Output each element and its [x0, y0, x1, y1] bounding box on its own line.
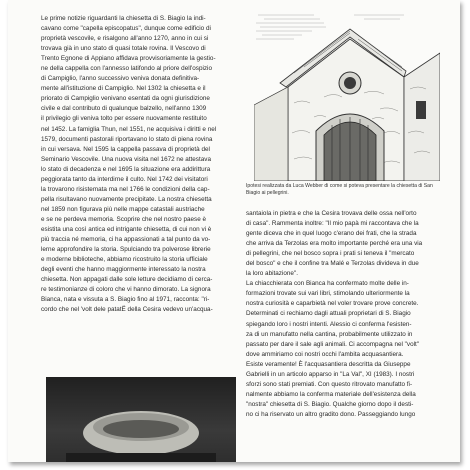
text-line: di pellegrini, che nel bosco sopra i prati si teneva il "mercato: [246, 250, 415, 258]
text-line: La chiacchierata con Bianca ha confermato molte delle in-: [246, 280, 409, 288]
text-line: peggiorata tanto da interdirne il culto. Nel 1742 dei visitatori: [41, 175, 208, 183]
text-line: di casa". Rammenta inoltre: "Il mio papà mi raccontava che la: [246, 220, 419, 228]
left-wall: [254, 87, 288, 181]
text-line: Trento Egnone di Appiano affidava provvisoriamente la gestio-: [41, 55, 216, 63]
text-line: e se ne perdeva memoria. Scoprire che nel nostro paese è: [41, 215, 207, 223]
text-line: no ci ha riservato un altro gradito dono. Passeggiando lungo: [246, 410, 416, 418]
text-line: la loro abitazione".: [246, 270, 298, 278]
book-page: [8, 0, 460, 462]
text-line: civile e dal contributo di qualunque balzello, nell'anno 1309: [41, 105, 207, 113]
church-drawing: [254, 13, 440, 181]
drawing-caption: Ipotesi realizzata da Luca Webber di come si poteva presentare la chiesetta di San Biagio ai pellegrini.: [246, 183, 433, 196]
text-line: mente all'istituzione di Campiglio. Nel 1302 la chiesetta e il: [41, 85, 206, 93]
text-line: più traccia né memoria, ci ha appassionati a tal punto da vo-: [41, 236, 211, 244]
left-text-column: [41, 14, 235, 377]
text-line: nel 1859 non figurava più nelle mappe catastali austriache: [41, 205, 205, 213]
text-line: lerne approfondire la storia. Spulciando tra polverose librerie: [41, 246, 211, 254]
text-line: Esiste veramente! È l'acquasantiera descritta da Giuseppe: [246, 360, 411, 368]
text-line: nel 1452. La famiglia Thun, nel 1551, ne acquisiva i diritti e nel: [41, 125, 217, 133]
text-line: priorato di Campiglio venivano esentati da ogni giurisdizione: [41, 95, 210, 103]
basin-bowl: [103, 420, 179, 438]
text-line: Determinati ci rechiamo dagli attuali proprietari di S. Biagio: [246, 310, 411, 318]
text-line: cavano come "capella episcopatus", dunque come edificio di: [41, 25, 211, 33]
text-line: esistita una così antica ed intrigante chiesetta, di cui non vi è: [41, 225, 212, 233]
text-line: formazioni trovate sui vari libri, stimolando ulteriormente la: [246, 290, 410, 298]
text-line: nostra curiosità e caparbietà nel voler trovare prove concrete.: [246, 300, 419, 308]
text-line: nalmente abbiamo la conferma materiale dell'esistenza della: [246, 390, 416, 398]
text-line: pella risultavano nuovamente precipitate. La nostra chiesetta: [41, 195, 212, 203]
text-line: cordo che nel 'volt dele patatË della Cesira vedevo un'acqua-: [41, 306, 213, 314]
sky-hatching: [256, 15, 404, 39]
text-line: "nostra" chiesetta di S. Biagio. Qualche giorno dopo il desti-: [246, 400, 414, 408]
text-line: del bosco" e che il confine tra Malé e Terzolas divideva in due: [246, 260, 419, 268]
text-line: santaiola in pietra e che la Cesira trovava delle ossa nell'orto: [246, 210, 417, 217]
text-line: sforzi sono stati premiati. Con questo ritrovato manufatto fi-: [246, 380, 413, 388]
text-line: in cui versava. Nel 1595 la cappella passava di proprietà del: [41, 145, 210, 153]
text-line: il privilegio gli veniva tolto per essere nuovamente restituito: [41, 115, 207, 123]
text-line: di Campiglio, l'anno successivo veniva donata definitiva-: [41, 75, 200, 83]
holy-water-font-photo: [46, 377, 236, 462]
text-line: re testimonianze di coloro che vi hanno dimorato. La signora: [41, 286, 211, 294]
photo-content: [46, 377, 236, 462]
text-line: Seminario Vescovile. Una nuova visita nel 1672 ne attestava: [41, 155, 211, 163]
text-line: e moderne biblioteche, abbiamo ricostruito la storia ufficiale: [41, 256, 208, 264]
text-line: spiegando loro i nostri intenti. Alessio ci conferma l'esisten-: [246, 320, 412, 328]
text-line: 1579, documenti pastorali riportavano lo stato di piena rovina: [41, 135, 213, 143]
text-line: chiesetta. Non appagati dalle sole letture decidiamo di cerca-: [41, 276, 213, 284]
text-line: za di un manufatto nella cantina, probabilmente utilizzato in: [246, 330, 413, 338]
text-line: che arriva da Terzolas era molto importante perché era una via: [246, 240, 423, 248]
photo-shadow: [66, 453, 216, 462]
text-line: ne della cappella con l'annesso latifondo al priore dell'ospizio: [41, 65, 212, 73]
text-line: la trovarono risistemata ma nel 1766 le condizioni della cap-: [41, 185, 210, 193]
text-line: Le prime notizie riguardanti la chiesetta di S. Biagio la indi-: [41, 15, 206, 22]
text-line: Gabrielli in un articolo apparso in "La Val", XI (1983). I nostri: [246, 370, 415, 378]
text-line: proprietà vescovile, e risalgono all'anno 1270, anno in cui si: [41, 35, 209, 43]
text-line: trovava già in uno stato di quasi totale rovina. Il Vescovo di: [41, 45, 206, 53]
text-line: degli eventi che hanno maggiormente interessato la nostra: [41, 266, 206, 274]
text-line: gente diceva che in quel luogo c'erano dei frati, che la strada: [246, 230, 417, 238]
right-text-column: [246, 209, 444, 461]
side-window: [416, 101, 426, 119]
text-line: passato per dare il sale agli animali. Ci accompagna nel "volt": [246, 340, 420, 348]
text-line: dove ammiriamo coi nostri occhi l'ambita acquasantiera.: [246, 350, 404, 358]
text-line: lo stato di decadenza e nel 1695 la situazione era addirittura: [41, 165, 211, 173]
text-line: Bianca, nata e vissuta a S. Biagio fino al 1971, racconta: "ri-: [41, 296, 210, 304]
rose-window-center: [344, 77, 356, 89]
